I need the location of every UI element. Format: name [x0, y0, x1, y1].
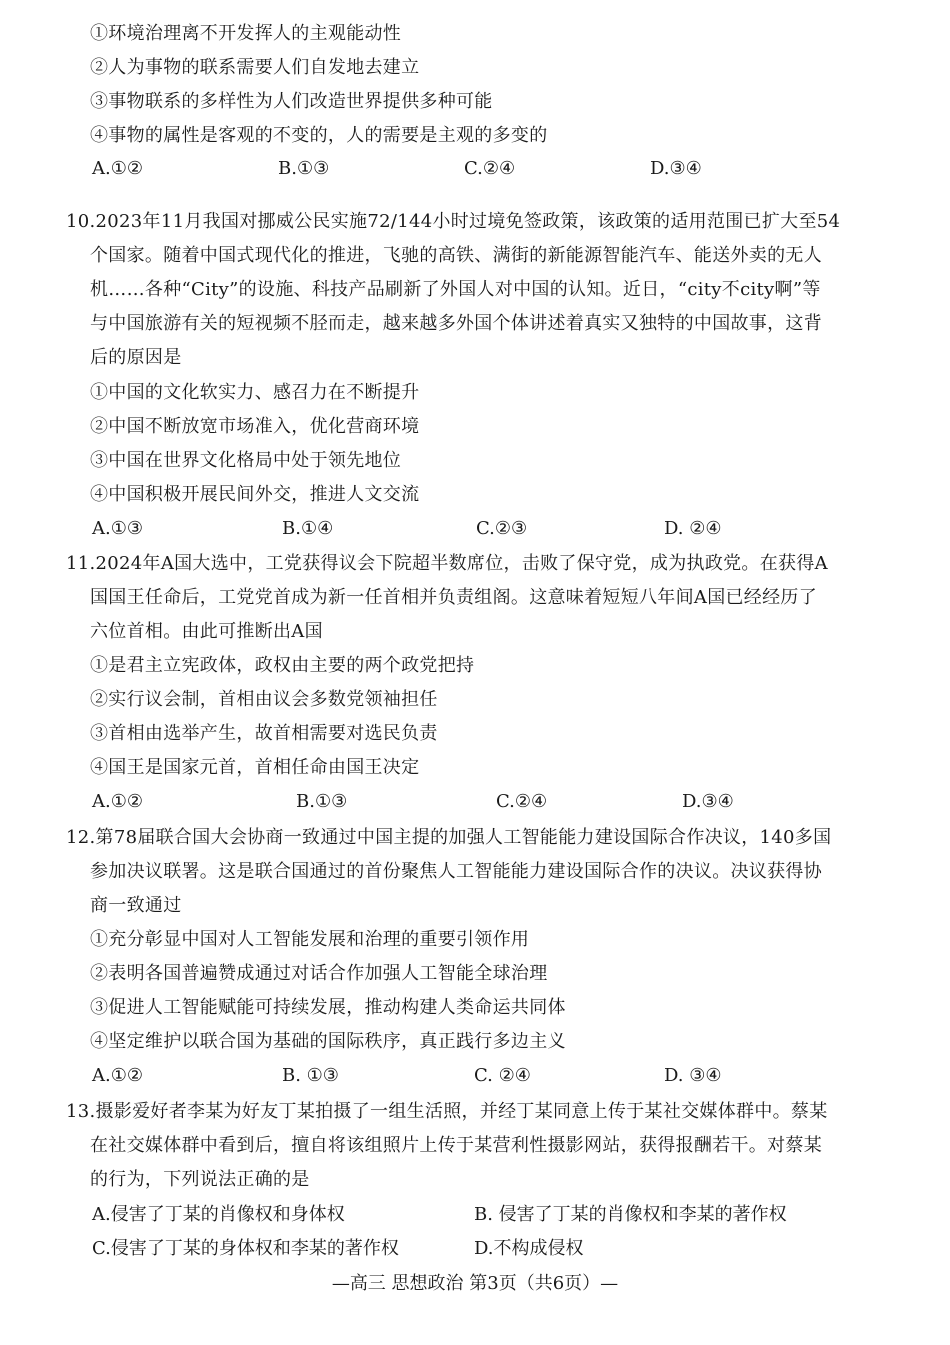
- q13-stem-line-1: 13.摄影爱好者李某为好友丁某拍摄了一组生活照，并经丁某同意上传于某社交媒体群中。蔡某: [66, 1101, 828, 1122]
- q13-options-row-2: [0, 1237, 950, 1261]
- q11-stem-line-3: 六位首相。由此可推断出A国: [90, 621, 323, 642]
- q10-options: [0, 517, 950, 541]
- q9-item-4: ④事物的属性是客观的不变的，人的需要是主观的多变的: [90, 125, 548, 146]
- q9-option-b: B.①③: [278, 158, 330, 179]
- q11-option-a: A.①②: [92, 791, 143, 812]
- q10-stem-line-1: 10.2023年11月我国对挪威公民实施72/144小时过境免签政策，该政策的适用范围已扩大至54: [66, 211, 841, 232]
- q9-options: [0, 157, 950, 181]
- q9-option-c: C.②④: [464, 158, 516, 179]
- q10-option-c: C.②③: [476, 518, 528, 539]
- q12-item-2: ②表明各国普遍赞成通过对话合作加强人工智能全球治理: [90, 963, 548, 984]
- q11-options: [0, 790, 950, 814]
- q9-option-d: D.③④: [650, 158, 702, 179]
- q11-item-2: ②实行议会制，首相由议会多数党领袖担任: [90, 689, 438, 710]
- q12-item-3: ③促进人工智能赋能可持续发展，推动构建人类命运共同体: [90, 997, 566, 1018]
- page-footer: —高三 思想政治 第3页（共6页）—: [331, 1273, 619, 1294]
- q12-options: [0, 1064, 950, 1088]
- q9-item-2: ②人为事物的联系需要人们自发地去建立: [90, 57, 420, 78]
- q10-option-a: A.①③: [92, 518, 143, 539]
- q10-item-4: ④中国积极开展民间外交，推进人文交流: [90, 484, 420, 505]
- q12-stem-line-2: 参加决议联署。这是联合国通过的首份聚焦人工智能能力建设国际合作的决议。决议获得协: [90, 861, 822, 882]
- q10-item-3: ③中国在世界文化格局中处于领先地位: [90, 450, 402, 471]
- q10-item-1: ①中国的文化软实力、感召力在不断提升: [90, 382, 420, 403]
- q13-option-d: D.不构成侵权: [474, 1238, 584, 1259]
- q12-option-d: D. ③④: [664, 1065, 722, 1086]
- q9-item-3: ③事物联系的多样性为人们改造世界提供多种可能: [90, 91, 493, 112]
- q13-option-c: C.侵害了丁某的身体权和李某的著作权: [92, 1238, 399, 1259]
- q12-item-1: ①充分彰显中国对人工智能发展和治理的重要引领作用: [90, 929, 530, 950]
- q13-option-b: B. 侵害了丁某的肖像权和李某的著作权: [474, 1204, 787, 1225]
- q12-option-a: A.①②: [92, 1065, 143, 1086]
- q9-option-a: A.①②: [92, 158, 143, 179]
- q11-option-d: D.③④: [682, 791, 734, 812]
- q11-stem-line-2: 国国王任命后，工党党首成为新一任首相并负责组阁。这意味着短短八年间A国已经经历了: [90, 587, 817, 608]
- q10-option-d: D. ②④: [664, 518, 722, 539]
- q11-item-4: ④国王是国家元首，首相任命由国王决定: [90, 757, 420, 778]
- q12-option-b: B. ①③: [282, 1065, 339, 1086]
- q12-option-c: C. ②④: [474, 1065, 531, 1086]
- q11-item-1: ①是君主立宪政体，政权由主要的两个政党把持: [90, 655, 475, 676]
- q10-option-b: B.①④: [282, 518, 334, 539]
- q10-stem-line-5: 后的原因是: [90, 347, 182, 368]
- q13-stem-line-3: 的行为，下列说法正确的是: [90, 1169, 310, 1190]
- q11-option-b: B.①③: [296, 791, 348, 812]
- q9-item-1: ①环境治理离不开发挥人的主观能动性: [90, 23, 402, 44]
- q12-item-4: ④坚定维护以联合国为基础的国际秩序，真正践行多边主义: [90, 1031, 566, 1052]
- q11-option-c: C.②④: [496, 791, 548, 812]
- q10-item-2: ②中国不断放宽市场准入，优化营商环境: [90, 416, 420, 437]
- q12-stem-line-1: 12.第78届联合国大会协商一致通过中国主提的加强人工智能能力建设国际合作决议，140多国: [66, 827, 832, 848]
- q11-stem-line-1: 11.2024年A国大选中，工党获得议会下院超半数席位，击败了保守党，成为执政党。在获得A: [66, 553, 828, 574]
- q10-stem-line-3: 机……各种“City”的设施、科技产品刷新了外国人对中国的认知。近日，“city不city啊”等: [90, 279, 821, 300]
- q12-stem-line-3: 商一致通过: [90, 895, 182, 916]
- q13-options-row-1: [0, 1203, 950, 1227]
- q10-stem-line-2: 个国家。随着中国式现代化的推进，飞驰的高铁、满街的新能源智能汽车、能送外卖的无人: [90, 245, 822, 266]
- q10-stem-line-4: 与中国旅游有关的短视频不胫而走，越来越多外国个体讲述着真实又独特的中国故事，这背: [90, 313, 822, 334]
- q13-stem-line-2: 在社交媒体群中看到后，擅自将该组照片上传于某营利性摄影网站，获得报酬若干。对蔡某: [90, 1135, 822, 1156]
- q13-option-a: A.侵害了丁某的肖像权和身体权: [92, 1204, 345, 1225]
- q11-item-3: ③首相由选举产生，故首相需要对选民负责: [90, 723, 438, 744]
